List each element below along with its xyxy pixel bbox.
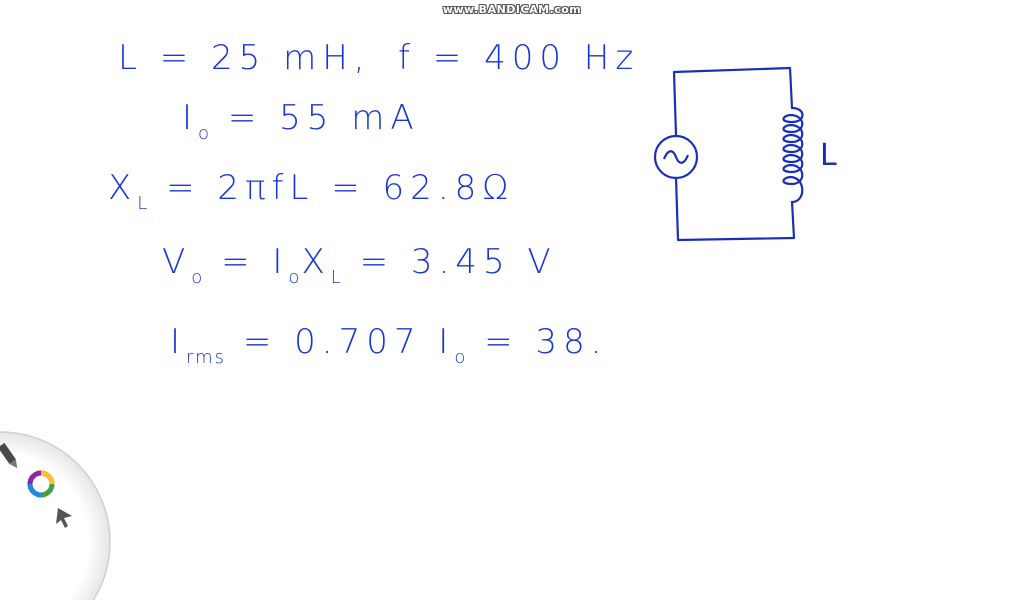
subscript-L: L bbox=[330, 267, 343, 288]
watermark: www.BANDICAM.com bbox=[442, 3, 582, 16]
wire-top bbox=[674, 68, 792, 135]
subscript-L: L bbox=[137, 193, 150, 214]
symbol-I: I bbox=[170, 322, 187, 362]
equation-line-2 bbox=[182, 98, 420, 154]
equation-line-3-rest: = 2πfL = 62.8Ω bbox=[149, 168, 515, 208]
equation-line-3 bbox=[108, 168, 514, 224]
symbol-V: V bbox=[162, 242, 192, 282]
ac-source-icon bbox=[655, 136, 697, 178]
symbol-X: X bbox=[108, 168, 138, 208]
subscript-o: o bbox=[454, 347, 468, 368]
equation-line-2-rest: = 55 mA bbox=[211, 98, 420, 138]
subscript-o: o bbox=[191, 267, 205, 288]
wire-bottom bbox=[676, 178, 794, 240]
circuit-diagram bbox=[640, 60, 860, 250]
symbol-X: X bbox=[301, 242, 331, 282]
subscript-o: o bbox=[198, 123, 212, 144]
symbol-I: I bbox=[182, 98, 199, 138]
subscript-rms: rms bbox=[186, 347, 227, 368]
equation-line-5 bbox=[170, 322, 608, 378]
drawing-tool-dial[interactable] bbox=[0, 400, 140, 600]
equation-line-4-rest: = 3.45 V bbox=[342, 242, 557, 282]
equation-line-5-mid: = 0.707 I bbox=[226, 322, 455, 362]
equation-line-1-f: f = 400 Hz bbox=[398, 38, 640, 78]
equation-line-5-rest: = 38. bbox=[467, 322, 608, 362]
inductor-coil-icon bbox=[784, 108, 803, 202]
inductor-label: L bbox=[820, 138, 837, 173]
equation-line-1-L: L = 25 mH, bbox=[118, 38, 371, 78]
equation-line-4 bbox=[162, 242, 557, 298]
equation-line-4-mid: = I bbox=[204, 242, 289, 282]
subscript-o: o bbox=[288, 267, 302, 288]
